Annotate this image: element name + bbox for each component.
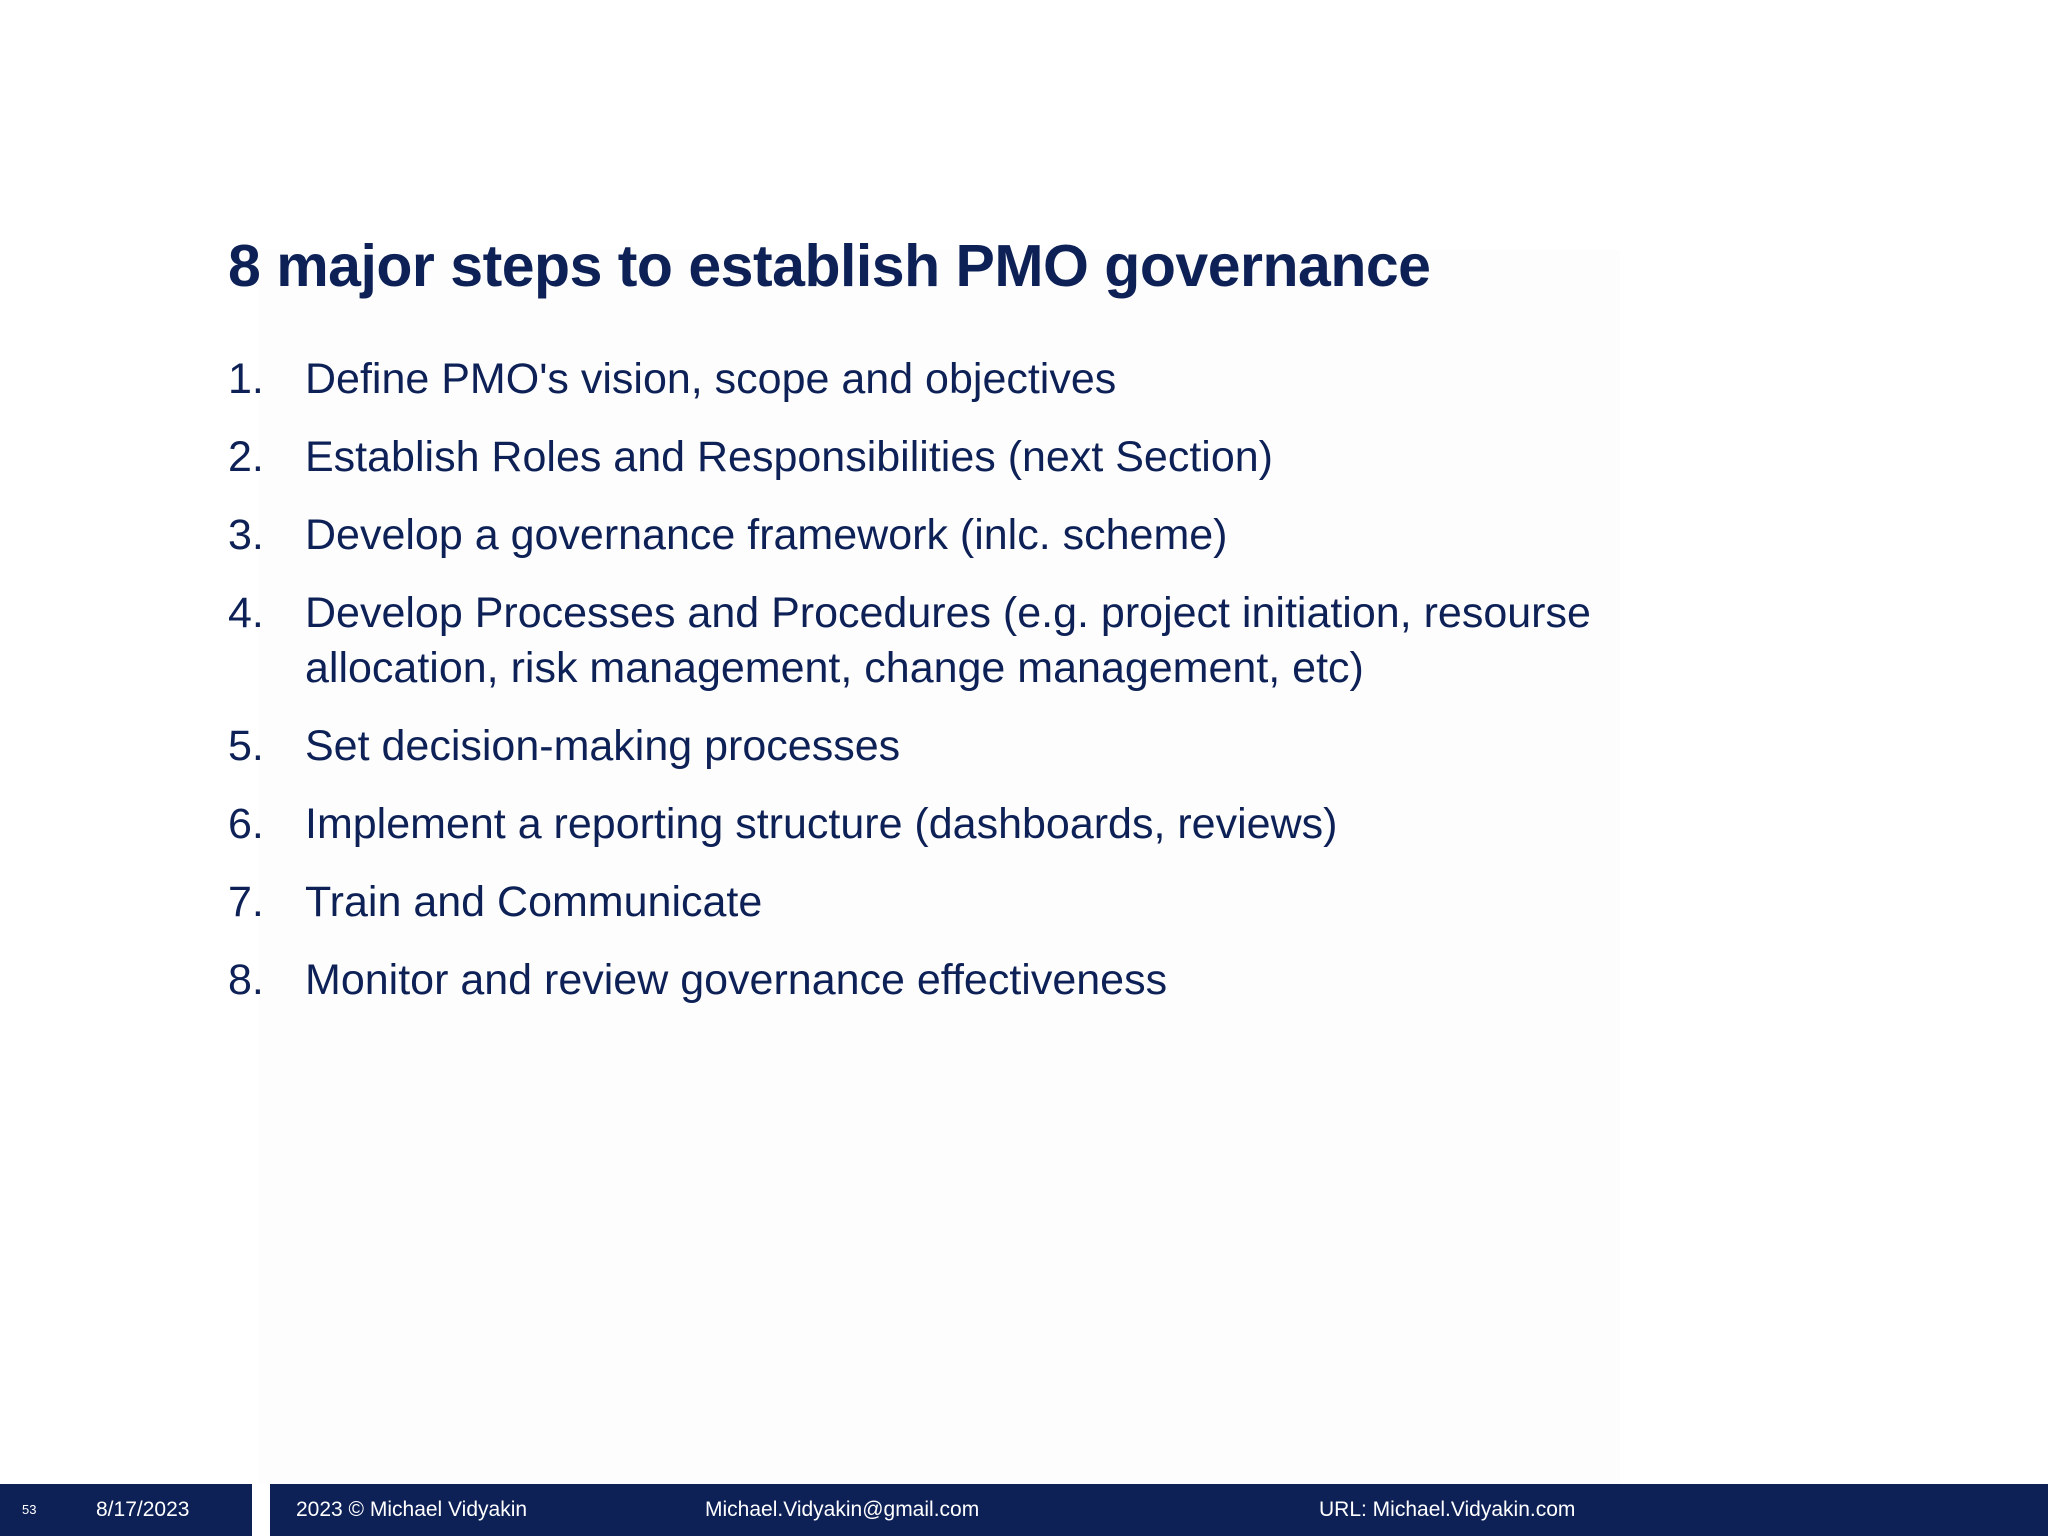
step-number: 1. bbox=[228, 355, 264, 403]
step-number: 3. bbox=[228, 511, 264, 559]
step-text: Establish Roles and Responsibilities (next Section) bbox=[305, 433, 1273, 481]
list-item bbox=[228, 875, 1748, 930]
footer-date: 8/17/2023 bbox=[96, 1498, 190, 1521]
list-item bbox=[228, 586, 1748, 696]
footer-copyright: 2023 © Michael Vidyakin bbox=[296, 1498, 528, 1521]
step-text: Monitor and review governance effectiveness bbox=[305, 956, 1168, 1004]
step-text: Train and Communicate bbox=[305, 878, 763, 926]
step-text: Set decision-making processes bbox=[305, 722, 901, 770]
list-item bbox=[228, 953, 1748, 1008]
step-text: Implement a reporting structure (dashboards, reviews) bbox=[305, 800, 1338, 848]
footer-left-block bbox=[0, 1484, 252, 1536]
step-text: Develop a governance framework (inlc. scheme) bbox=[305, 511, 1228, 559]
footer-bar bbox=[0, 1484, 2048, 1536]
step-number: 8. bbox=[228, 956, 264, 1004]
slide-title: 8 major steps to establish PMO governance bbox=[228, 233, 1431, 299]
step-number: 6. bbox=[228, 800, 264, 848]
list-item bbox=[228, 508, 1748, 563]
list-item bbox=[228, 430, 1748, 485]
footer-url: URL: Michael.Vidyakin.com bbox=[1319, 1498, 1576, 1521]
list-item bbox=[228, 797, 1748, 852]
footer-email: Michael.Vidyakin@gmail.com bbox=[705, 1498, 980, 1521]
step-number: 5. bbox=[228, 722, 264, 770]
step-number: 2. bbox=[228, 433, 264, 481]
step-number: 4. bbox=[228, 589, 264, 637]
footer-right-block bbox=[270, 1484, 2048, 1536]
list-item bbox=[228, 352, 1748, 407]
steps-list bbox=[228, 352, 1748, 1031]
page-number: 53 bbox=[22, 1502, 37, 1517]
step-number: 7. bbox=[228, 878, 264, 926]
list-item bbox=[228, 719, 1748, 774]
step-text: Develop Processes and Procedures (e.g. project initiation, resourse allocation, risk management, change management, etc) bbox=[305, 589, 1591, 692]
step-text: Define PMO's vision, scope and objectives bbox=[305, 355, 1117, 403]
